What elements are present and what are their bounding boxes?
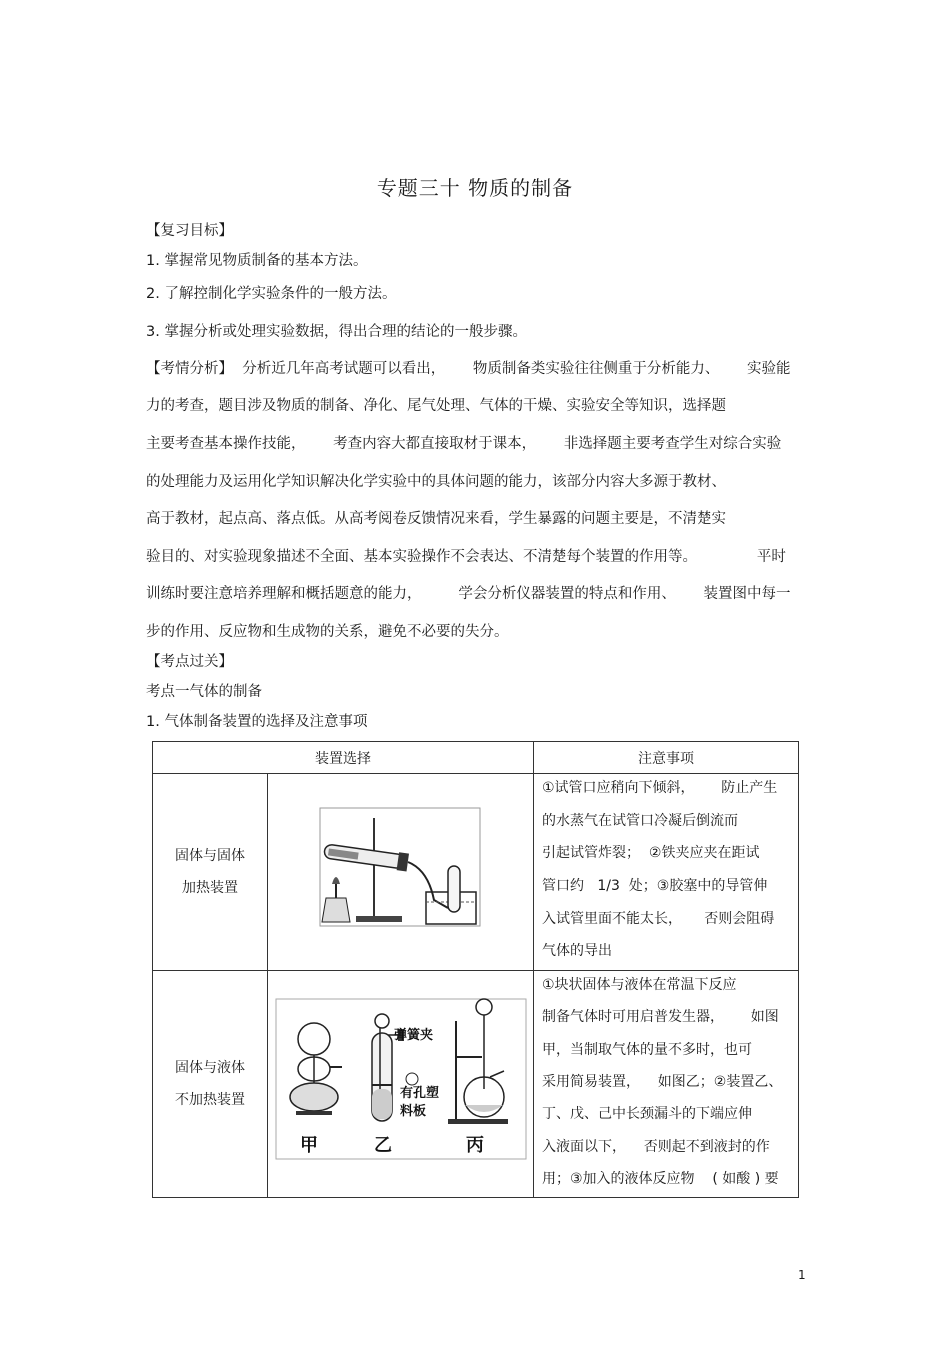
section-review-heading: 【复习目标】 — [146, 223, 233, 239]
analysis-line: 的处理能力及运用化学知识解决化学实验中的具体问题的能力，该部分内容大多源于教材、 — [146, 474, 726, 490]
page-title: 专题三十 物质的制备 — [376, 176, 574, 200]
label-porous-plate: 料板 — [400, 1104, 427, 1120]
label-spring-clip: 弹簧夹 — [394, 1028, 434, 1044]
subheading: 1. 气体制备装置的选择及注意事项 — [146, 714, 368, 730]
apparatus-table — [152, 741, 799, 1198]
analysis-line: 高于教材，起点高、落点低。从高考阅卷反馈情况来看，学生暴露的问题主要是，不清楚实 — [146, 511, 726, 527]
goal-item: 3. 掌握分析或处理实验数据，得出合理的结论的一般步骤。 — [146, 324, 527, 340]
table-row — [153, 971, 799, 1198]
goal-item: 2. 了解控制化学实验条件的一般方法。 — [146, 286, 397, 302]
section-pass-heading: 【考点过关】 — [146, 654, 233, 670]
header-device: 装置选择 — [153, 742, 534, 774]
label-jia: 甲 — [300, 1135, 318, 1157]
solid-heating-apparatus-figure — [268, 774, 534, 971]
note-line: 甲，当制取气体的量不多时，也可 — [542, 1041, 752, 1058]
note-line: 的水蒸气在试管口冷凝后倒流而 — [542, 812, 738, 829]
label-bing: 丙 — [466, 1135, 484, 1157]
label-yi: 乙 — [374, 1135, 392, 1157]
row-label: 固体与固体 加热装置 — [153, 774, 268, 971]
analysis-line: 力的考查，题目涉及物质的制备、净化、尾气处理、气体的干燥、实验安全等知识，选择题 — [146, 398, 726, 414]
analysis-line: 验目的、对实验现象描述不全面、基本实验操作不会表达、不清楚每个装置的作用等。 平时 — [146, 549, 786, 565]
note-line: 制备气体时可用启普发生器， 如图 — [542, 1009, 779, 1026]
note-line: 管口约 1/3 处；③胶塞中的导管伸 — [542, 878, 768, 895]
notes-cell — [534, 774, 799, 971]
goal-item: 1. 掌握常见物质制备的基本方法。 — [146, 253, 368, 269]
kipp-generator-icon — [290, 1023, 342, 1115]
analysis-line: 训练时要注意培养理解和概括题意的能力， 学会分析仪器装置的特点和作用、 装置图中每一 — [146, 586, 791, 602]
flask-apparatus-icon — [448, 999, 508, 1124]
note-line: 采用简易装置， 如图乙；②装置乙、 — [542, 1074, 783, 1091]
table-row — [153, 774, 799, 971]
note-line: 入试管里面不能太长， 否则会阻碍 — [542, 910, 775, 927]
analysis-line: 步的作用、反应物和生成物的关系，避免不必要的失分。 — [146, 624, 509, 640]
notes-cell — [534, 971, 799, 1198]
row-label: 固体与液体 不加热装置 — [153, 971, 268, 1198]
note-line: ①块状固体与液体在常温下反应 — [542, 977, 737, 994]
analysis-line: 主要考查基本操作技能， 考查内容大都直接取材于课本， 非选择题主要考查学生对综合实验 — [146, 436, 782, 452]
note-line: 入液面以下， 否则起不到液封的作 — [542, 1138, 770, 1155]
analysis-line: 【考情分析】 分析近几年高考试题可以看出， 物质制备类实验往往侧重于分析能力、 实验能 — [146, 361, 791, 377]
point-heading: 考点一气体的制备 — [146, 684, 262, 700]
note-line: 丁、戊、己中长颈漏斗的下端应伸 — [542, 1106, 752, 1123]
page-number: 1 — [798, 1268, 806, 1282]
note-line: 引起试管炸裂； ②铁夹应夹在距试 — [542, 845, 760, 862]
solid-liquid-apparatus-figure — [268, 971, 534, 1198]
label-porous-plate: 有孔塑 — [400, 1086, 440, 1102]
note-line: 用；③加入的液体反应物 ( 如酸 ) 要 — [542, 1170, 779, 1187]
header-notes: 注意事项 — [534, 742, 799, 774]
note-line: 气体的导出 — [542, 943, 612, 960]
note-line: ①试管口应稍向下倾斜， 防止产生 — [542, 780, 778, 796]
